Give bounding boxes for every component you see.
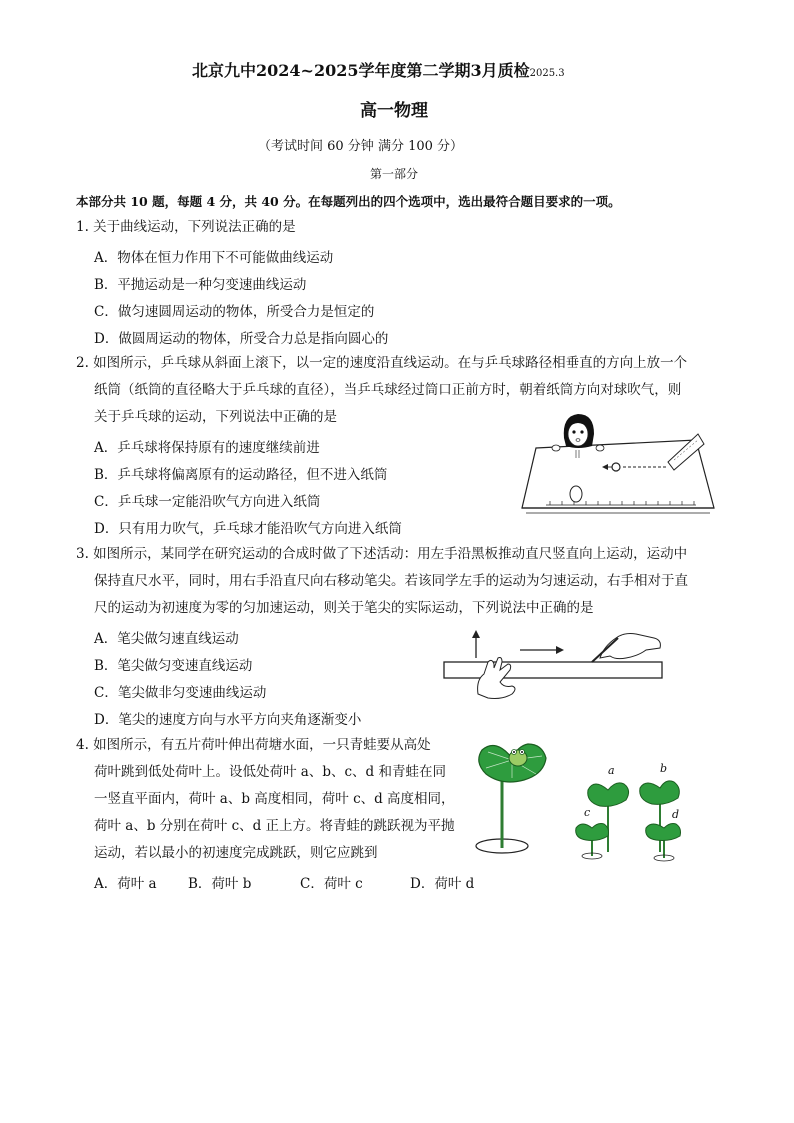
right-arrow-icon (520, 646, 564, 654)
lotus-leaf-d-icon (646, 824, 681, 841)
q2-option-d: D．只有用力吹气，乒乓球才能沿吹气方向进入纸筒 (94, 521, 402, 537)
q3-stem-line1: 3. 如图所示，某同学在研究运动的合成时做了下述活动：用左手沿黑板推动直尺竖直向上运动，运动中 (76, 546, 688, 562)
q4-stem-line4: 荷叶 a、b 分别在荷叶 c、d 正上方。将青蛙的跳跃视为平抛 (94, 818, 455, 834)
frog-icon (509, 750, 527, 767)
q4-stem-line5: 运动，若以最小的初速度完成跳跃，则它应跳到 (94, 845, 378, 861)
q1-stem: 1. 关于曲线运动，下列说法正确的是 (76, 219, 296, 235)
lotus-leaf-b-icon (640, 781, 680, 805)
q3-stem-line2: 保持直尺水平，同时，用右手沿直尺向右移动笔尖。若该同学左手的运动为匀速运动，右手相对于直 (94, 573, 688, 589)
q2-option-b: B．乒乓球将偏离原有的运动路径，但不进入纸筒 (94, 467, 388, 483)
section-title: 第一部分 (370, 167, 419, 181)
leaf-label-a: a (608, 764, 615, 777)
ruler (444, 662, 662, 678)
q4-option-b: B．荷叶 b (188, 876, 252, 892)
q3-option-c: C．笔尖做非匀变速曲线运动 (94, 685, 267, 701)
q2-stem-line2: 纸筒（纸筒的直径略大于乒乓球的直径），当乒乓球经过筒口正前方时，朝着纸筒方向对球吹气，则 (94, 382, 682, 398)
paper-tube (570, 486, 582, 502)
q1-option-c: C．做匀速圆周运动的物体，所受合力是恒定的 (94, 304, 375, 320)
q4-option-c: C．荷叶 c (300, 876, 363, 892)
q2-figure (518, 410, 718, 518)
q2-option-a: A．乒乓球将保持原有的速度继续前进 (94, 440, 320, 456)
q3-stem-line3: 尺的运动为初速度为零的匀加速运动，则关于笔尖的实际运动，下列说法中正确的是 (94, 600, 594, 616)
leaf-label-c: c (584, 806, 591, 819)
q3-option-b: B．笔尖做匀变速直线运动 (94, 658, 253, 674)
q2-option-c: C．乒乓球一定能沿吹气方向进入纸筒 (94, 494, 321, 510)
leaf-label-b: b (660, 762, 668, 775)
student-icon (552, 414, 604, 458)
q4-option-a: A．荷叶 a (94, 876, 157, 892)
q1-option-b: B．平抛运动是一种匀变速曲线运动 (94, 277, 307, 293)
up-arrow-icon (472, 630, 480, 658)
lotus-leaf-a-icon (588, 783, 629, 807)
subject-title: 高一物理 (360, 101, 428, 121)
exam-info: （考试时间 60 分钟 满分 100 分） (258, 139, 464, 154)
page-title (192, 58, 565, 81)
q3-option-d: D．笔尖的速度方向与水平方向夹角逐渐变小 (94, 712, 362, 728)
q1-option-d: D．做圆周运动的物体，所受合力总是指向圆心的 (94, 331, 389, 347)
lotus-leaf-c-icon (576, 824, 609, 841)
q4-option-d: D．荷叶 d (410, 876, 475, 892)
title-year: 2025.3 (529, 68, 565, 79)
ping-pong-ball (612, 463, 620, 471)
instructions: 本部分共 10 题，每题 4 分，共 40 分。在每题列出的四个选项中，选出最符合题目要求的一项。 (76, 194, 621, 209)
q2-stem-line3: 关于乒乓球的运动，下列说法中正确的是 (94, 409, 337, 425)
q2-stem-line1: 2. 如图所示，乒乓球从斜面上滚下，以一定的速度沿直线运动。在与乒乓球路径相垂直的方向上放一个 (76, 355, 688, 371)
q3-option-a: A．笔尖做匀速直线运动 (94, 631, 239, 647)
q1-option-a: A．物体在恒力作用下不可能做曲线运动 (94, 250, 334, 266)
leaf-label-d: d (672, 808, 680, 821)
ruler-ticks (546, 501, 696, 505)
q4-stem-line2: 荷叶跳到低处荷叶上。设低处荷叶 a、b、c、d 和青蛙在同 (94, 764, 446, 780)
q4-frog-figure (472, 736, 554, 860)
q4-stem-line1: 4. 如图所示，有五片荷叶伸出荷塘水面，一只青蛙要从高处 (76, 737, 431, 753)
q4-stem-line3: 一竖直平面内，荷叶 a、b 高度相同，荷叶 c、d 高度相同， (94, 791, 455, 807)
q3-figure (440, 628, 670, 708)
title-text: 北京九中2024~2025学年度第二学期3月质检 (192, 61, 530, 80)
q4-leaves-figure (568, 760, 688, 864)
